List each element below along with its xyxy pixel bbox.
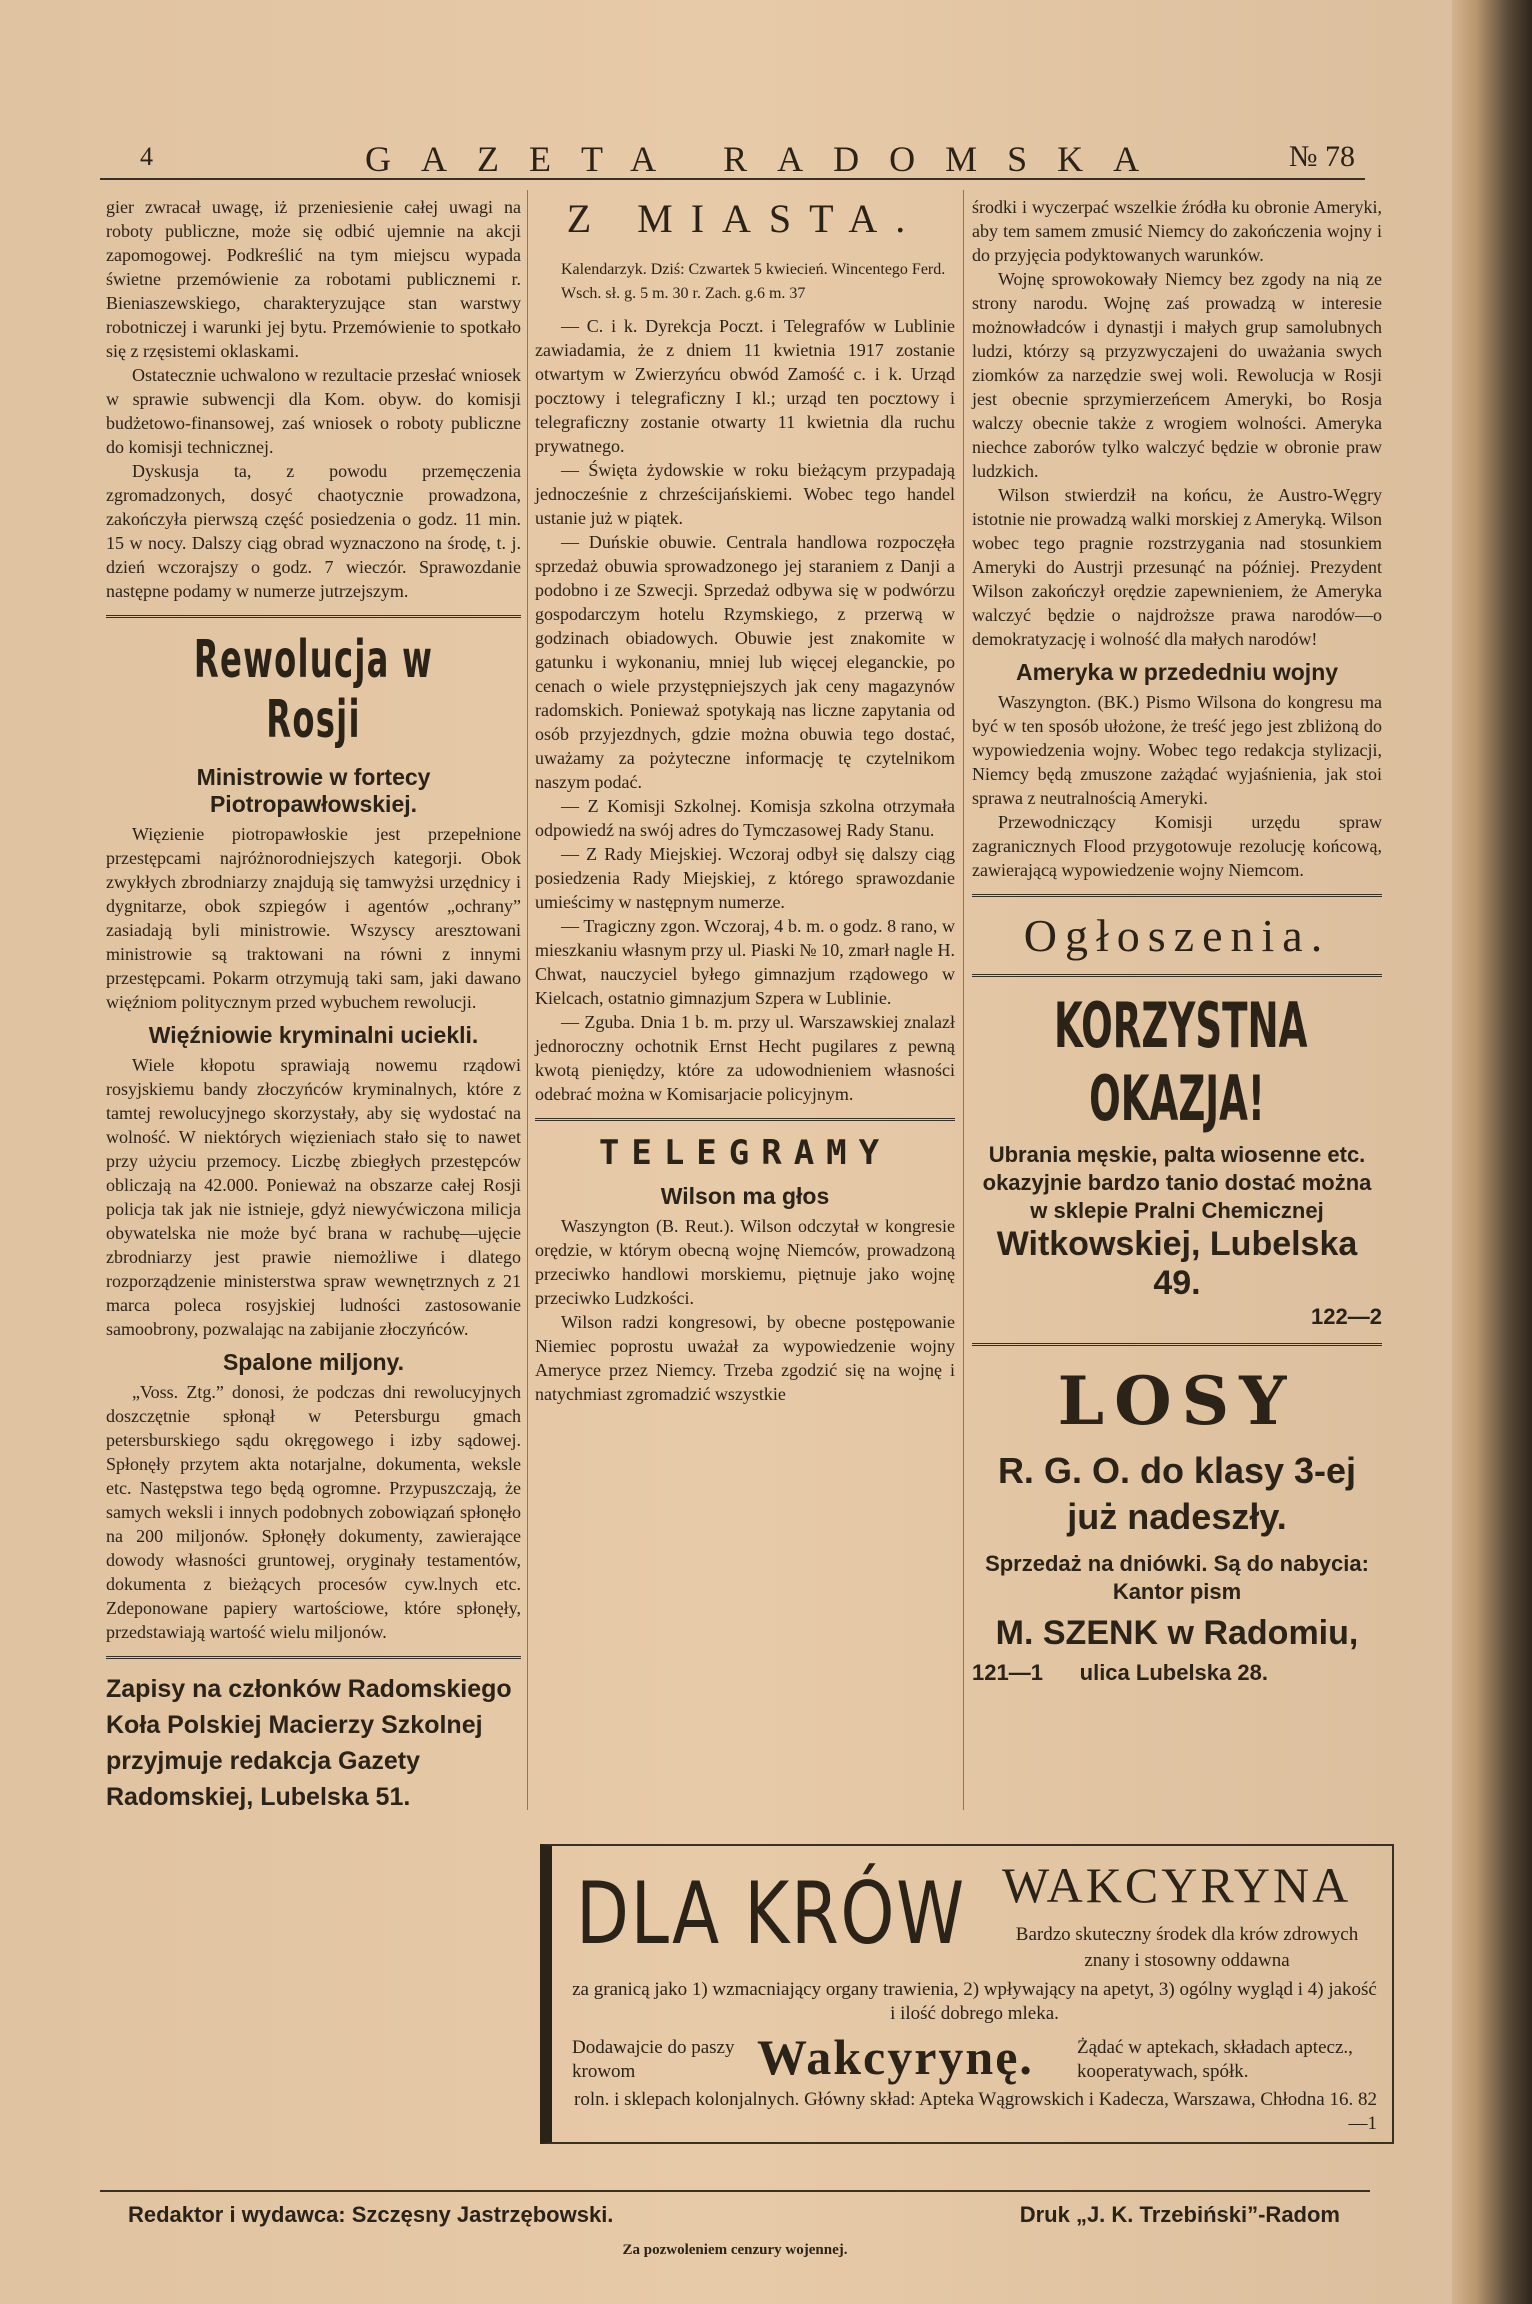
ad-name: M. SZENK w Radomiu, — [995, 1614, 1359, 1652]
ad-number: 121—1 — [972, 1660, 1043, 1685]
ad-text: Żądać w aptekach, składach aptecz., kooperatywach, spółk. — [1077, 2037, 1353, 2082]
article-text: Waszyngton (B. Reut.). Wilson odczytał w kongresie orędzie, w którym obecną wojnę Niemców, prowadzoną przeciwko handlowi morskiemu, piętnuje jako wojnę przeciwko Ludzkości. — [535, 1216, 955, 1308]
article-heading: Ministrowie w fortecy Piotropawłowskiej. — [196, 764, 431, 817]
article-text: Więzienie piotropawłoskie jest przepełnione przestępcami najróżnorodniejszych kategorji. Obok zwykłych zbrodniarzy znajdują się tamwyżsi urzędnicy i dygnitarze, obok szpiegów i agentów „ochrany” zasiadają byli ministrowie. Wszyscy aresztowani ministrowie są traktowani na równi z innymi przestępcami. Pokarm otrzymują taki sam, jaki dawano więźniom politycznym przed wybuchem rewolucji. — [106, 824, 521, 1012]
article-text: Wiele kłopotu sprawiają nowemu rządowi rosyjskiemu bandy złoczyńców kryminalnych, które z tamtej rewolucyjnego skorzystały, aby się wydostać na wolność. W niektórych więzieniach stało się to nawet przy użyciu przemocy. Liczbę zbiegłych przestępców obliczają na 42.000. Ponieważ na obszarze całej Rosji policja tak jak nie istnieje, gdyż niewyćwiczona milicja obywatelska nie może być brana w rachubę—ujęcie zbrodniarzy jest prawie niemożliwe i dlatego rozporządzenie ministerstwa spraw wewnętrznych z 21 marca poleca rosyjskiej ludności zastosowanie samoobrony, pozwalając na zabijanie złoczyńców. — [106, 1055, 521, 1339]
news-item: — Zguba. Dnia 1 b. m. przy ul. Warszawskiej znalazł jednoroczny ochotnik Ernst Hecht pugilares z pewną kwotą pieniędzy, które za udowodnieniem własności odebrać można w Komisarjacie policyjnym. — [535, 1012, 955, 1104]
article-text: Wilson stwierdził na końcu, że Austro-Węgry istotnie nie prowadzą walki morskiej z Ameryką. Wilson wobec tego pragnie rozstrzygania nad stosunkiem Ameryki do Austrji przesunąć na później. Prezydent Wilson zakończył orędzie zapewnieniem, że Ameryka walczyć będzie o najdroższe prawa narodów—o demokratyzację i wolność dla małych narodów! — [972, 485, 1382, 649]
article-text: Wilson radzi kongresowi, by obecne postępowanie Niemiec poprostu uważał za wypowiedzenie wojny Ameryce przez Niemcy. Trzeba zgodzić się na wojnę i natychmiast zgromadzić wszystkie — [535, 1312, 955, 1404]
page-header — [100, 134, 1365, 180]
divider — [972, 1343, 1382, 1346]
ad-text: roln. i sklepach kolonjalnych. Główny skład: Apteka Wągrowskich i Kadecza, Warszawa, Chłodna 16. 82—1 — [574, 2089, 1377, 2134]
printer-line: Druk „J. K. Trzebiński”-Radom — [1019, 2202, 1340, 2227]
page-number: 4 — [140, 142, 153, 171]
column-divider — [527, 190, 528, 1810]
masthead: GAZETA RADOMSKA — [365, 139, 1170, 179]
news-item: — Święta żydowskie w roku bieżącym przypadają jednocześnie z chrześcijańskiemi. Wobec tego handel ustanie już w piątek. — [535, 460, 955, 528]
article-text: Waszyngton. (BK.) Pismo Wilsona do kongresu ma być w ten sposób ułożone, że treść jego jest zbliżoną do wypowiedzenia wojny. Wobec tego redakcja stylizacji, Niemcy będą zmuszone zażądać wyjaśnienia, jak stoi sprawa z neutralnością Ameryki. — [972, 692, 1382, 808]
news-item: — Z Komisji Szkolnej. Komisja szkolna otrzymała odpowiedź na swój adres do Tymczasowej Rady Stanu. — [535, 796, 955, 840]
news-item: — Duńskie obuwie. Centrala handlowa rozpoczęła sprzedaż obuwia sprowadzonego jej staraniem z Danji a podobno i ze Szwecji. Sprzedaż odbywa się w podwórzu gospodarczym hotelu Rzymskiego, z przerwą w godzinach obiadowych. Obuwie jest znakomite w gatunku i wykonaniu, mniej lub więcej eleganckie, po cenach o wiele przystępniejszych jak ceny magazynów radomskich. Ponieważ spotykają nas liczne zapytania od osób przyjezdnych, gdzie można obuwia tego dostać, uważamy za pożyteczne informację tę czytelnikom naszym podać. — [535, 532, 955, 792]
ad-text: Kantor pism — [1112, 1579, 1242, 1604]
ad-text: Ubrania męskie, palta wiosenne etc. okazyjnie bardzo tanio dostać można w sklepie Pralni Chemicznej — [982, 1142, 1372, 1223]
wakcyryna-ad — [540, 1844, 1394, 2144]
ad-text: już nadeszły. — [1067, 1496, 1287, 1537]
article-text: Wojnę sprowokowały Niemcy bez zgody na nią ze strony narodu. Wojnę zaś prowadzą w interesie możnowładców i dynastji i małych grup samolubnych ludzi, którzy są przyzwyczajeni do uważania swych ziomków za narzędzie swej woli. Rewolucja w Rosji jest obecnie sprzymierzeńcem Ameryki, bo Rosja walczy obecnie także z wrogiem wolności. Ameryka niechce zaborów tylko walczyć będzie w obronie praw ludzkich. — [972, 269, 1382, 481]
article-text: gier zwracał uwagę, iż przeniesienie całej uwagi na roboty publiczne, może się odbić ujemnie na akcji zapomogowej. Podkreślić na tym miejscu wypada świetne przemówienie za robotami publicznemi r. Bieniaszewskiego, charakteryzujące stan warstwy robotniczej i warunki jej bytu. Przemówienie to spotkało się z rzęsistemi oklaskami. — [106, 197, 521, 361]
article-text: „Voss. Ztg.” donosi, że podczas dni rewolucyjnych doszczętnie spłonął w Petersburgu gmach petersburskiego sądu okręgowego i izby sądowej. Spłonęły przytem akta notarjalne, dokumenta, weksle etc. Następstwa tego będą ogromne. Przypuszczają, że samych weksli i innych podobnych zobowiązań spłonęło na 200 miljonów. Spłonęły dokumenty, zawierające dowody własności gruntowej, oryginały testamentów, dokumenta z bieżących procesów cyw.lnych etc. Zdeponowane papiery wartościowe, które spłonęły, przedstawiają wartość wielu miljonów. — [106, 1382, 521, 1642]
ad-text: R. G. O. do klasy 3-ej — [997, 1450, 1357, 1491]
notice-box: Zapisy na członków Radomskiego Koła Polskiej Macierzy Szkolnej przyjmuje redakcja Gazety Radomskiej, Lubelska 51. — [106, 1675, 512, 1811]
ad-text: Bardzo skuteczny środek dla krów zdrowych znany i stosowny oddawna — [1015, 1924, 1359, 1971]
divider — [972, 894, 1382, 897]
section-title: TELEGRAMY — [598, 1133, 892, 1173]
section-title: Rewolucja w Rosji — [193, 630, 434, 750]
ad-text: za granicą jako 1) wzmacniający organy trawienia, 2) wpływający na apetyt, 3) ogólny wygląd i 4) jakość i ilość dobrego mleka. — [572, 1979, 1377, 2024]
page-edge — [1452, 0, 1532, 2304]
article-heading: Spalone miljony. — [222, 1349, 405, 1375]
section-title: Ogłoszenia. — [1023, 910, 1331, 961]
column-1 — [106, 195, 521, 1815]
issue-number: № 78 — [1288, 140, 1355, 173]
ad-brand: Wakcyrynę. — [757, 2029, 1034, 2085]
news-item: — Z Rady Miejskiej. Wczoraj odbył się dalszy ciąg posiedzenia Rady Miejskiej, z którego sprawozdanie umieścimy w następnym numerze. — [535, 844, 955, 912]
ad-title: WAKCYRYNA — [1002, 1857, 1352, 1913]
ad-text: Dodawajcie do paszy krowom — [572, 2037, 735, 2082]
article-text: Ostatecznie uchwalono w rezultacie przesłać wniosek w sprawie subwencji dla Kom. obyw. do komisji budżetowo-finansowej, zaś wniosek o roboty publiczne do komisji technicznej. — [106, 365, 521, 457]
article-heading: Więźniowie kryminalni uciekli. — [148, 1022, 479, 1048]
news-item: — Tragiczny zgon. Wczoraj, 4 b. m. o godz. 8 rano, w mieszkaniu własnym przy ul. Piaski № 10, zmarł nagle H. Chwat, nauczyciel byłego gimnazjum rządowego w Kielcach, ostatnio gimnazjum Szpera w Lublinie. — [535, 916, 955, 1008]
calendar-text: Kalendarzyk. Dziś: Czwartek 5 kwiecień. Wincentego Ferd. — [561, 261, 946, 278]
article-text: środki i wyczerpać wszelkie źródła ku obronie Ameryki, aby tem samem zmusić Niemcy do zakończenia wojny i do przyjęcia podyktowanych warunków. — [972, 197, 1382, 265]
ad-big-text: DLA KRÓW — [576, 1864, 966, 1964]
article-text: Przewodniczący Komisji urzędu spraw zagranicznych Flood przygotowuje rezolucję końcową, zawierającą wypowiedzenie wojny Niemcom. — [972, 812, 1382, 880]
editor-line: Redaktor i wydawca: Szczęsny Jastrzębowski. — [128, 2202, 614, 2227]
news-item: — C. i k. Dyrekcja Poczt. i Telegrafów w Lublinie zawiadamia, że z dniem 11 kwietnia 1917 zostanie otwartym w Zwierzyńcu obwód Zamość c. i k. Urząd pocztowy i telegraficzny I kl.; urząd ten pocztowy i telegraficzny zostanie otwarty 11 kwietnia dla ruchu prywatnego. — [535, 316, 955, 456]
column-3 — [972, 195, 1382, 1687]
page-footer — [100, 2190, 1370, 2258]
divider — [106, 1656, 521, 1659]
ad-number: 122—2 — [1311, 1304, 1382, 1329]
column-2 — [535, 195, 955, 1406]
article-heading: Wilson ma głos — [660, 1183, 830, 1209]
divider — [535, 1118, 955, 1121]
article-heading: Ameryka w przededniu wojny — [1015, 659, 1339, 685]
ad-name: Witkowskiej, Lubelska 49. — [996, 1225, 1358, 1302]
ad-address: ulica Lubelska 28. — [1079, 1660, 1268, 1685]
section-title: Z MIASTA. — [566, 196, 924, 241]
divider — [972, 974, 1382, 977]
column-divider — [963, 190, 964, 1810]
ad-headline: LOSY — [1057, 1362, 1297, 1440]
ad-headline: KORZYSTNA OKAZJA! — [1054, 989, 1308, 1135]
article-text: Dyskusja ta, z powodu przemęczenia zgromadzonych, dosyć chaotycznie prowadzona, zakończyła pierwszą część posiedzenia o godz. 11 min. 15 w nocy. Dalszy ciąg obrad wyznaczono na środę, t. j. dzień wczorajszy o godz. 7 wieczór. Sprawozdanie następne podamy w numerze jutrzejszym. — [106, 461, 521, 601]
sun-times: Wsch. sł. g. 5 m. 30 r. Zach. g.6 m. 37 — [561, 285, 806, 302]
ad-text: Sprzedaż na dniówki. Są do nabycia: — [985, 1551, 1369, 1576]
censor-line: Za pozwoleniem cenzury wojennej. — [622, 2242, 848, 2258]
divider — [106, 615, 521, 618]
